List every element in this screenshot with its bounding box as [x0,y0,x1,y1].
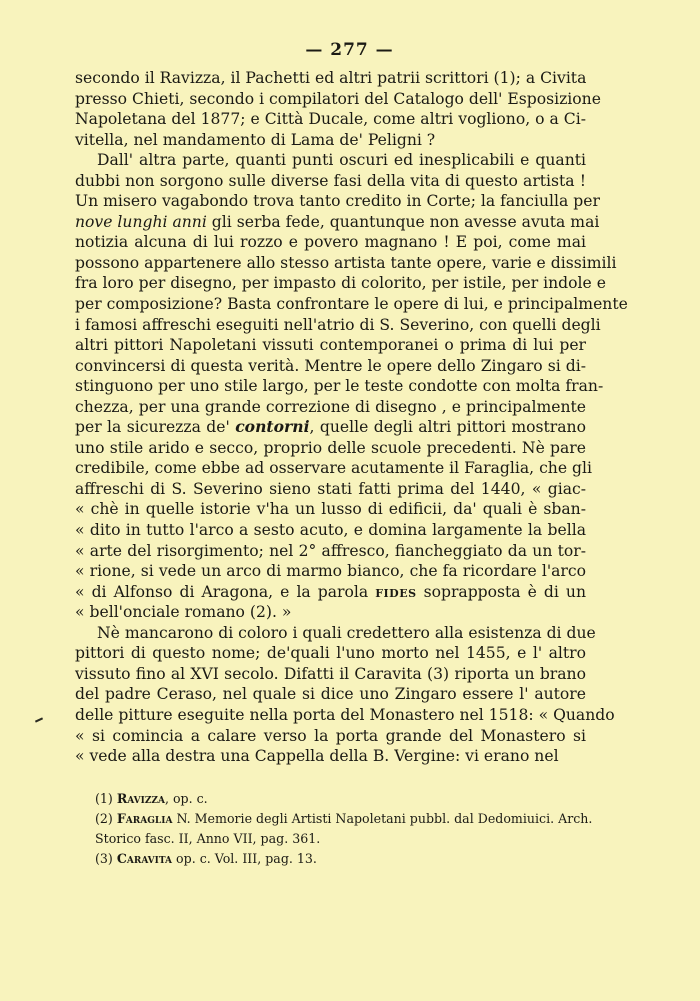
text-segment: , quelle degli altri pittori mostrano [309,418,586,437]
text-line: per composizione? Basta confrontare le opere di lui, e principalmente [75,295,628,314]
text-line: dubbi non sorgono sulle diverse fasi della vita di questo artista ! [75,171,586,190]
text-line: « vede alla destra una Cappella della B. Vergine: vi erano nel [75,747,559,766]
text-line: presso Chieti, secondo i compilatori del Catalogo dell' Esposizione [75,89,601,108]
footnote-author: Caravita [116,850,173,866]
text-line: del padre Ceraso, nel quale si dice uno Zingaro essere l' autore [75,685,586,704]
text-line: « chè in quelle istorie v'ha un lusso di edificii, da' quali è sban- [75,500,586,519]
footnote-number: (1) [95,790,117,806]
footnote-line [75,789,586,809]
text-line: affreschi di S. Severino sieno stati fatti prima del 1440, « giac- [75,479,586,498]
text-segment: « di Alfonso di Aragona, e la parola [75,582,376,601]
body-text [75,68,628,767]
text-line: « bell'onciale romano (2). » [75,603,292,622]
footnote-author: Ravizza [116,790,165,806]
footnote-text: op. c. Vol. III, pag. 13. [172,850,317,866]
text-segment: per la sicurezza de' [75,418,236,437]
text-line: uno stile arido e secco, proprio delle scuole precedenti. Nè pare [75,438,586,457]
text-line: pittori di questo nome; de'quali l'uno morto nel 1455, e l' altro [75,644,586,663]
text-line: Dall' altra parte, quanti punti oscuri ed inesplicabili e quanti [97,151,586,170]
footnote-number: (3) [95,850,117,866]
text-line: credibile, come ebbe ad osservare acutamente il Faraglia, che gli [75,459,592,478]
text-line: i famosi affreschi eseguiti nell'atrio di S. Severino, con quelli degli [75,315,601,334]
paragraph [75,68,601,150]
text-line: « si comincia a calare verso la porta grande del Monastero si [75,726,586,745]
footnotes [75,789,593,869]
text-line: Un misero vagabondo trova tanto credito in Corte; la fanciulla per [75,192,600,211]
text-line [75,212,600,233]
text-line: possono appartenere allo stesso artista tante opere, varie e dissimili [75,253,617,272]
text-line: Napoletana del 1877; e Città Ducale, come altri vogliono, o a Ci- [75,110,586,129]
text-line: « dito in tutto l'arco a sesto acuto, e domina largamente la bella [75,521,586,540]
footnote-line [75,829,586,849]
text-line: notizia alcuna di lui rozzo e povero magnano ! E poi, come mai [75,233,586,252]
text-line: secondo il Ravizza, il Pachetti ed altri patrii scrittori (1); a Civita [75,69,587,87]
text-line: « rione, si vede un arco di marmo bianco, che fa ricordare l'arco [75,562,586,581]
text-line: fra loro per disegno, per impasto di colorito, per istile, per indole e [75,274,606,293]
small-caps-word: fides [375,581,417,601]
footnote-line [75,809,593,829]
text-line: Nè mancarono di coloro i quali credettero alla esistenza di due [97,623,596,642]
text-line: delle pitture eseguite nella porta del Monastero nel 1518: « Quando [75,705,615,724]
paragraph [75,623,615,767]
footnote-text: N. Memorie degli Artisti Napoletani pubbl. dal Dedomiuici. Arch. [172,810,593,826]
page-number: — 277 — [305,40,394,60]
footnote-text: , op. c. [164,790,208,806]
emphasis-text: contorni [235,417,310,437]
footnote-number: (2) [95,810,117,826]
text-line: vissuto fino al XVI secolo. Difatti il Caravita (3) riporta un brano [75,664,586,683]
text-segment: soprapposta è di un [416,582,586,601]
text-line: convincersi di questa verità. Mentre le opere dello Zingaro si di- [75,356,586,375]
footnote-text: Storico fasc. II, Anno VII, pag. 361. [95,830,321,846]
text-line: vitella, nel mandamento di Lama de' Peligni ? [75,130,436,149]
text-line [75,417,586,438]
text-line: altri pittori Napoletani vissuti contemporanei o prima di lui per [75,336,586,355]
text-line: chezza, per una grande correzione di disegno , e principalmente [75,397,586,416]
footnote-line [75,849,586,869]
emphasis-text: nove lunghi anni [75,212,207,231]
paragraph [75,150,628,623]
footnote-author: Faraglia [116,810,173,826]
text-line [75,582,586,603]
text-segment: gli serba fede, quantunque non avesse avuta mai [206,212,600,231]
text-line: stinguono per uno stile largo, per le teste condotte con molta fran- [75,377,604,396]
text-line: « arte del risorgimento; nel 2° affresco, fiancheggiato da un tor- [75,541,586,560]
margin-mark [35,717,43,722]
